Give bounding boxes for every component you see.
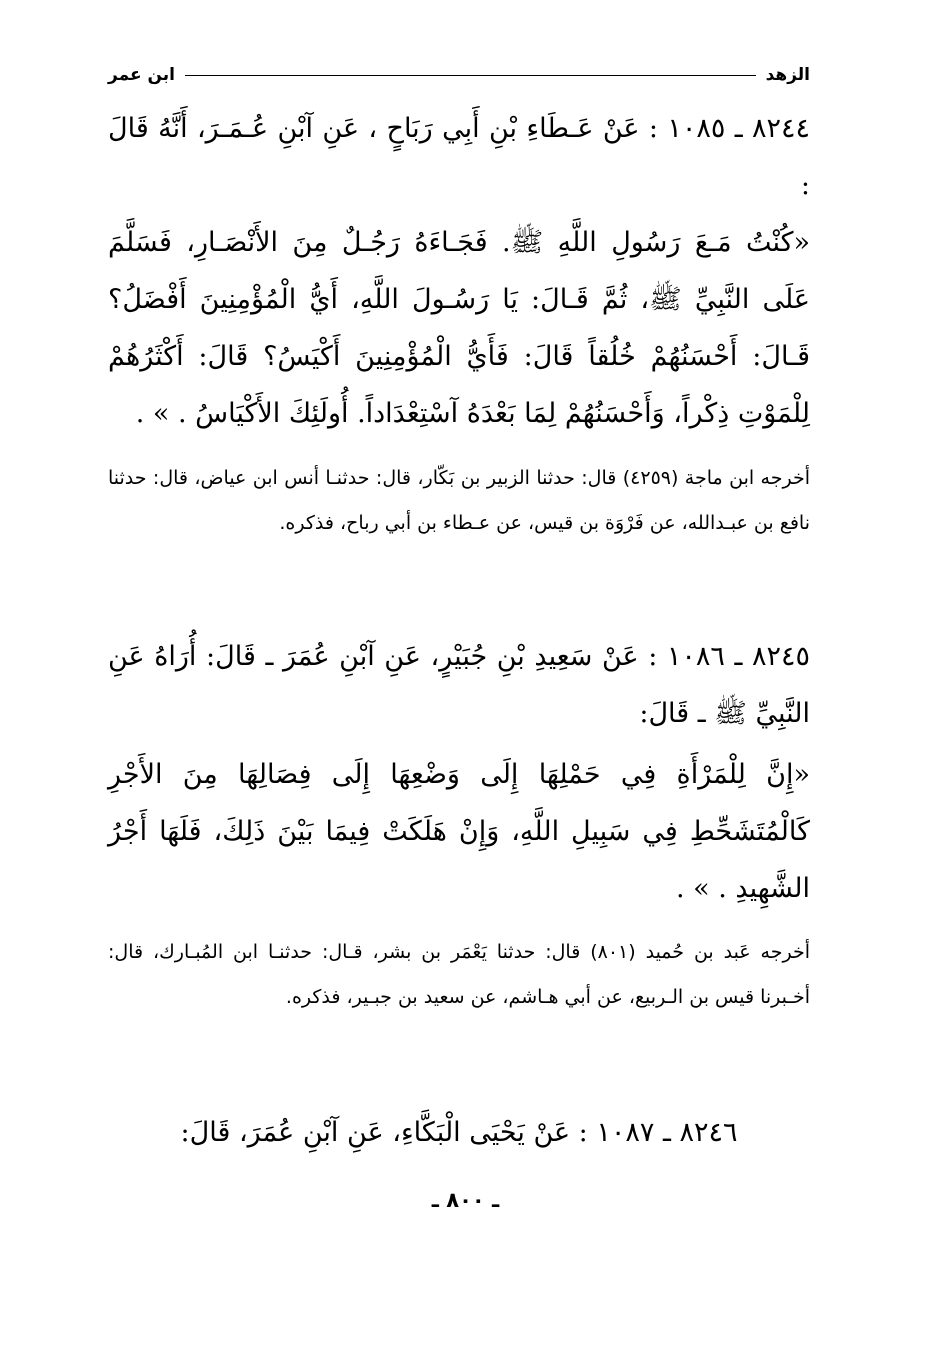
section-title: ابن عمر	[108, 65, 176, 85]
hadith-8244-takhrij: أخرجه ابن ماجة (٤٢٥٩) قال: حدثنا الزبير بن بَكّار، قال: حدثنـا أنس ابن عياض، قال: حدثنا نافع بن عبـدالله، عن فَرْوَة بن قيس، عن عـطاء بن أبي رباح، فذكره.	[108, 467, 810, 534]
running-header	[108, 62, 810, 88]
page-number: ـ ٨٠٠ ـ	[431, 1188, 500, 1212]
hadith-8245-text: «إِنَّ لِلْمَرْأَةِ فِي حَمْلِهَا إِلَى وَضْعِهَا إِلَى فِصَالِهَا مِنَ الأَجْرِ كَالْمُتَشَحِّطِ فِي سَبِيلِ اللَّهِ، وَإِنْ هَلَكَتْ فِيمَا بَيْنَ ذَلِكَ، فَلَهَا أَجْرُ الشَّهِيدِ . » .	[108, 759, 810, 904]
hadith-8245-intro: ٨٢٤٥ ـ ١٠٨٦ : عَنْ سَعِيدِ بْنِ جُبَيْرٍ، عَنِ آبْنِ عُمَرَ ـ قَالَ: أُرَاهُ عَنِ النَّبِيِّ ﷺ ـ قَالَ:	[108, 641, 811, 729]
hadith-8244-intro: ٨٢٤٤ ـ ١٠٨٥ : عَنْ عَـطَاءِ بْنِ أَبِي رَبَاحٍ ، عَنِ آبْنِ عُـمَـرَ، أَنَّهُ قَالَ :	[108, 113, 810, 201]
hadith-8246-intro: ٨٢٤٦ ـ ١٠٨٧ : عَنْ يَحْيَى الْبَكَّاءِ، عَنِ آبْنِ عُمَرَ، قَالَ:	[180, 1117, 738, 1148]
hadith-8244-text: «كُنْتُ مَـعَ رَسُولِ اللَّهِ ﷺ. فَجَـاءَهُ رَجُـلٌ مِنَ الأَنْصَـارِ، فَسَلَّمَ عَلَى النَّبِيِّ ﷺ، ثُمَّ قَـالَ: يَا رَسُـولَ اللَّهِ، أَيُّ الْمُؤْمِنِينَ أَفْضَلُ؟ قَـالَ: أَحْسَنُهُمْ خُلُقاً قَالَ: فَأَيُّ الْمُؤْمِنِينَ أَكْيَسُ؟ قَالَ: أَكْثَرُهُمْ لِلْمَوْتِ ذِكْراً، وَأَحْسَنُهُمْ لِمَا بَعْدَهُ آسْتِعْدَاداً. أُولَئِكَ الأَكْيَاسُ . » .	[108, 227, 810, 429]
hadith-8245-takhrij: أخرجه عَبد بن حُميد (٨٠١) قال: حدثنا يَعْمَر بن بشر، قـال: حدثنـا ابن المُبـارك، قال: أخـبرنا قيس بن الـربيع، عن أبي هـاشم، عن سعيد بن جبـير، فذكره.	[108, 941, 810, 1008]
chapter-title: الزهد	[765, 65, 810, 85]
header-rule	[185, 75, 756, 76]
